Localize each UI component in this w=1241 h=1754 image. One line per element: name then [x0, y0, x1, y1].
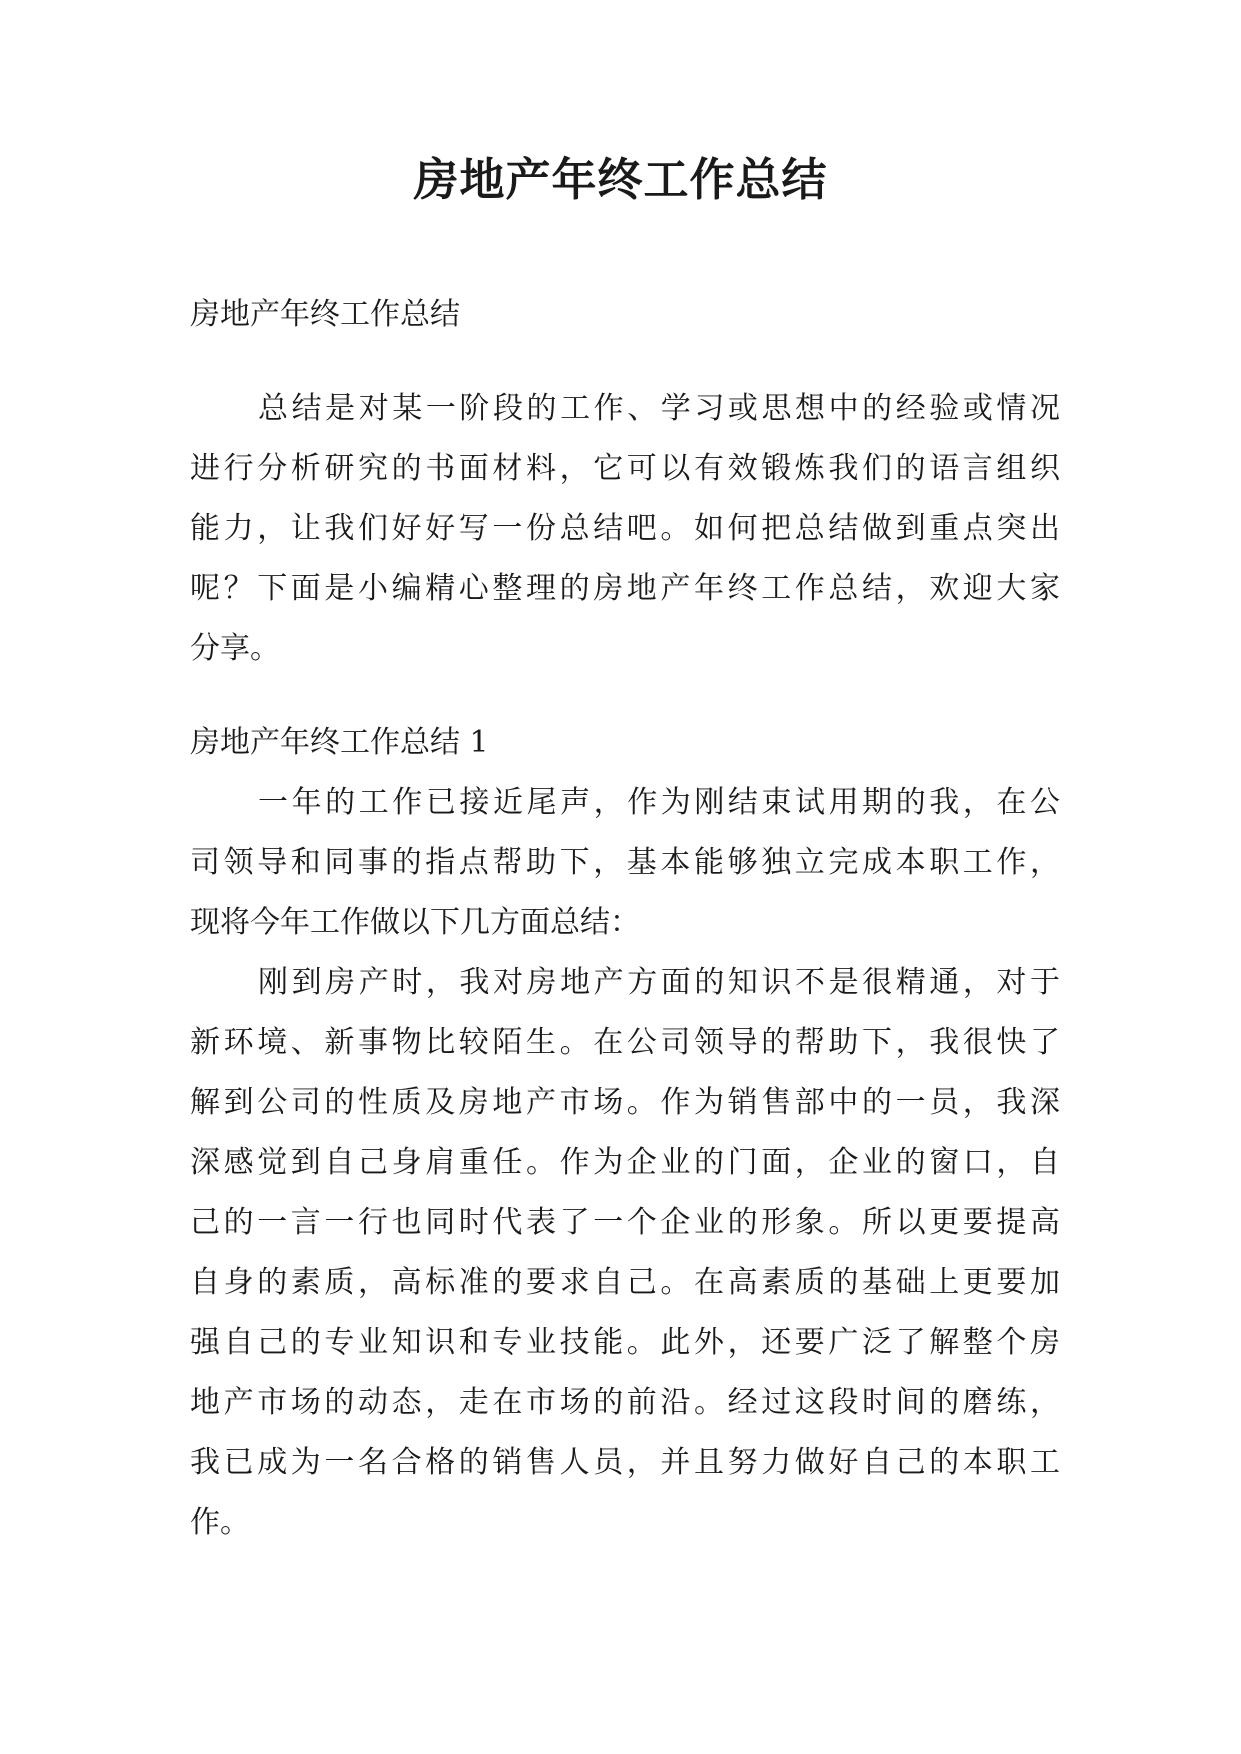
paragraph-line: 司领导和同事的指点帮助下，基本能够独立完成本职工作，: [190, 845, 1060, 880]
paragraph-line: 作。: [190, 1505, 250, 1540]
intro-line: 进行分析研究的书面材料，它可以有效锻炼我们的语言组织: [190, 451, 1060, 486]
intro-paragraph: [190, 379, 1060, 679]
paragraph-line: 深感觉到自己身肩重任。作为企业的门面，企业的窗口，自: [190, 1145, 1060, 1180]
paragraph-2: [190, 953, 1060, 1553]
intro-line: 呢？下面是小编精心整理的房地产年终工作总结，欢迎大家: [190, 571, 1060, 606]
paragraph-line: 现将今年工作做以下几方面总结：: [190, 905, 640, 940]
paragraph-line: 刚到房产时，我对房地产方面的知识不是很精通，对于: [258, 965, 1060, 1000]
intro-line: 能力，让我们好好写一份总结吧。如何把总结做到重点突出: [190, 511, 1060, 546]
section-heading: 房地产年终工作总结 1: [190, 725, 489, 760]
paragraph-line: 强自己的专业知识和专业技能。此外，还要广泛了解整个房: [190, 1325, 1060, 1360]
paragraph-line: 一年的工作已接近尾声，作为刚结束试用期的我，在公: [258, 785, 1060, 820]
intro-line: 分享。: [190, 631, 280, 666]
paragraph-line: 解到公司的性质及房地产市场。作为销售部中的一员，我深: [190, 1085, 1060, 1120]
paragraph-line: 己的一言一行也同时代表了一个企业的形象。所以更要提高: [190, 1205, 1060, 1240]
document-title: 房地产年终工作总结: [413, 153, 828, 206]
paragraph-1: [190, 773, 1060, 953]
intro-line: 总结是对某一阶段的工作、学习或思想中的经验或情况: [258, 391, 1060, 426]
paragraph-line: 自身的素质，高标准的要求自己。在高素质的基础上更要加: [190, 1265, 1060, 1300]
paragraph-line: 我已成为一名合格的销售人员，并且努力做好自己的本职工: [190, 1445, 1060, 1480]
document-subtitle: 房地产年终工作总结: [190, 297, 460, 332]
document-body: [190, 285, 1060, 1553]
paragraph-line: 地产市场的动态，走在市场的前沿。经过这段时间的磨练，: [190, 1385, 1060, 1420]
paragraph-line: 新环境、新事物比较陌生。在公司领导的帮助下，我很快了: [190, 1025, 1060, 1060]
